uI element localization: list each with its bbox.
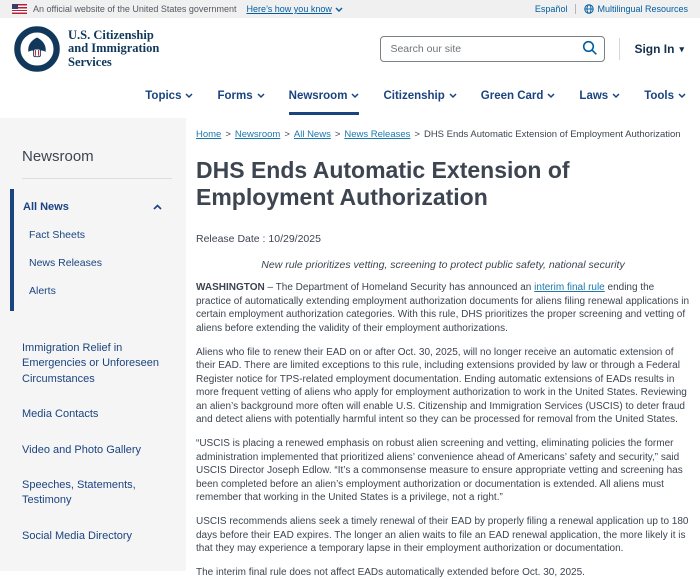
- nav-newsroom-label: Newsroom: [288, 90, 348, 102]
- nav-laws-label: Laws: [579, 90, 609, 102]
- nav-citizenship[interactable]: [383, 90, 456, 115]
- paragraph-5: The interim final rule does not affect EADs automatically extended before Oct. 30, 2025.: [196, 566, 585, 578]
- newsroom-sidebar: [0, 118, 186, 571]
- header-divider: [619, 38, 620, 60]
- nav-citizenship-label: Citizenship: [383, 90, 445, 102]
- sign-in-button[interactable]: [634, 42, 684, 56]
- news-release-article: [196, 157, 690, 579]
- us-flag-icon: [12, 4, 27, 14]
- search-button[interactable]: [581, 40, 599, 58]
- main-content: [186, 118, 700, 578]
- nav-tools-label: Tools: [644, 90, 674, 102]
- org-name-line3: Services: [68, 54, 112, 69]
- sidebar-item-news-releases[interactable]: News Releases: [29, 257, 102, 269]
- sidebar-heading: Newsroom: [22, 148, 94, 165]
- paragraph-1-text-a: – The Department of Homeland Security has announced an: [264, 282, 535, 294]
- nav-forms-label: Forms: [217, 90, 253, 102]
- sidebar-item-speeches-statements[interactable]: Speeches, Statements, Testimony: [22, 478, 136, 507]
- how-you-know-link[interactable]: [246, 4, 342, 14]
- breadcrumb-news-releases[interactable]: News Releases: [344, 129, 411, 140]
- chevron-down-icon: [335, 7, 343, 12]
- paragraph-1-text-b: ending the practice of automatically extending employment authorization documents for aliens filing renewal applications in certain employment authorization categories. With this rule, DHS prioritizes the proper screening and vetting of aliens before extending the validity of their employment authorizations.: [196, 282, 690, 334]
- breadcrumb-separator: >: [225, 129, 231, 140]
- org-name[interactable]: [68, 29, 159, 70]
- org-name-line1: U.S. Citizenship: [68, 27, 154, 42]
- sidebar-links: [0, 331, 186, 554]
- official-site-text: An official website of the United States government: [33, 4, 237, 14]
- release-date: [196, 233, 690, 245]
- search-icon: [582, 40, 598, 56]
- search-input[interactable]: [380, 36, 605, 62]
- banner-divider: [575, 4, 576, 14]
- sidebar-item-immigration-relief[interactable]: Immigration Relief in Emergencies or Unforeseen Circumstances: [22, 342, 159, 385]
- release-date-label: Release Date :: [196, 233, 266, 246]
- how-you-know-label: Here’s how you know: [246, 4, 332, 14]
- paragraph-2: Aliens who file to renew their EAD on or after Oct. 30, 2025, will no longer receive an automatic extension of their EAD. There are limited exceptions to this rule, including extensions provided by law or through a Federal Register notice for TPS-related employment documentation. Ending automatic extensions of EADs results in more frequent vetting of aliens who apply for employment authorization to work in the United States. Reviewing an alien’s background more often will enable U.S. Citizenship and Immigration Services (USCIS) to deter fraud and detect aliens with potentially harmful intent so they can be processed for removal from the United States.: [196, 346, 687, 426]
- multilingual-label: Multilingual Resources: [597, 4, 688, 14]
- chevron-down-icon: [449, 93, 457, 98]
- sidebar-item-alerts[interactable]: Alerts: [29, 285, 56, 297]
- uscis-seal-logo: [14, 26, 60, 72]
- breadcrumb-all-news[interactable]: All News: [293, 129, 331, 140]
- nav-forms[interactable]: [217, 90, 264, 115]
- all-news-label: All News: [23, 201, 69, 213]
- breadcrumb-separator: >: [284, 129, 290, 140]
- dateline: WASHINGTON: [196, 282, 265, 294]
- breadcrumb-separator: >: [334, 129, 341, 140]
- espanol-link[interactable]: [535, 4, 568, 14]
- paragraph-1: [196, 281, 690, 335]
- nav-topics[interactable]: [145, 90, 193, 115]
- release-date-value: 10/29/2025: [268, 233, 321, 246]
- sidebar-item-all-news[interactable]: [14, 193, 186, 221]
- sidebar-item-video-photo-gallery[interactable]: Video and Photo Gallery: [22, 443, 142, 456]
- breadcrumb-current: DHS Ends Automatic Extension of Employment Authorization: [423, 129, 681, 140]
- chevron-down-icon: [547, 93, 555, 98]
- nav-green-card-label: Green Card: [480, 90, 544, 102]
- sidebar-divider: [22, 178, 172, 179]
- sidebar-active-group: [10, 189, 186, 311]
- sign-in-label: Sign In: [634, 42, 675, 56]
- gov-banner: [0, 0, 700, 18]
- chevron-down-icon: [351, 93, 359, 98]
- nav-topics-label: Topics: [145, 90, 182, 102]
- chevron-up-icon: [153, 204, 162, 210]
- nav-newsroom[interactable]: [289, 90, 360, 115]
- primary-nav: [0, 80, 700, 118]
- multilingual-link[interactable]: [584, 4, 688, 14]
- org-name-line2: and Immigration: [68, 41, 160, 56]
- sidebar-item-social-media-directory[interactable]: Social Media Directory: [22, 529, 133, 542]
- nav-green-card[interactable]: [481, 90, 556, 115]
- breadcrumb-newsroom[interactable]: Newsroom: [234, 129, 281, 140]
- chevron-down-icon: [612, 93, 620, 98]
- nav-laws[interactable]: [579, 90, 620, 115]
- chevron-down-icon: [257, 93, 265, 98]
- breadcrumb-separator: >: [414, 129, 420, 140]
- article-subtitle: New rule prioritizes vetting, screening to protect public safety, national security: [261, 259, 625, 272]
- sidebar-item-fact-sheets[interactable]: Fact Sheets: [29, 229, 86, 241]
- espanol-label: Español: [534, 4, 568, 14]
- nav-tools[interactable]: [644, 90, 686, 115]
- site-search: [380, 36, 605, 62]
- site-header: [0, 18, 700, 80]
- caret-down-icon: ▾: [679, 43, 684, 54]
- paragraph-4: USCIS recommends aliens seek a timely renewal of their EAD by properly filing a renewal application up to 180 days before their EAD expires. The longer an alien waits to file an EAD renewal application, the more likely it is that they may experience a temporary lapse in their employment authorization or documentation.: [196, 516, 689, 555]
- chevron-down-icon: [678, 93, 686, 98]
- paragraph-3: “USCIS is placing a renewed emphasis on robust alien screening and vetting, eliminating policies the former administration implemented that prioritized aliens’ convenience ahead of Americans’ safety and security,” said USCIS Director Joseph Edlow. “It’s a commonsense measure to ensure appropriate vetting and screening has been completed before an alien’s employment authorization or documentation is extended. All aliens must remember that working in the United States is a privilege, not a right.”: [196, 438, 683, 504]
- interim-final-rule-link[interactable]: interim final rule: [534, 282, 605, 294]
- globe-icon: [584, 4, 594, 14]
- chevron-down-icon: [185, 93, 193, 98]
- page-title: DHS Ends Automatic Extension of Employment Authorization: [196, 157, 570, 210]
- breadcrumb-home[interactable]: Home: [196, 129, 222, 140]
- breadcrumb: [196, 128, 690, 142]
- sidebar-item-media-contacts[interactable]: Media Contacts: [22, 408, 99, 421]
